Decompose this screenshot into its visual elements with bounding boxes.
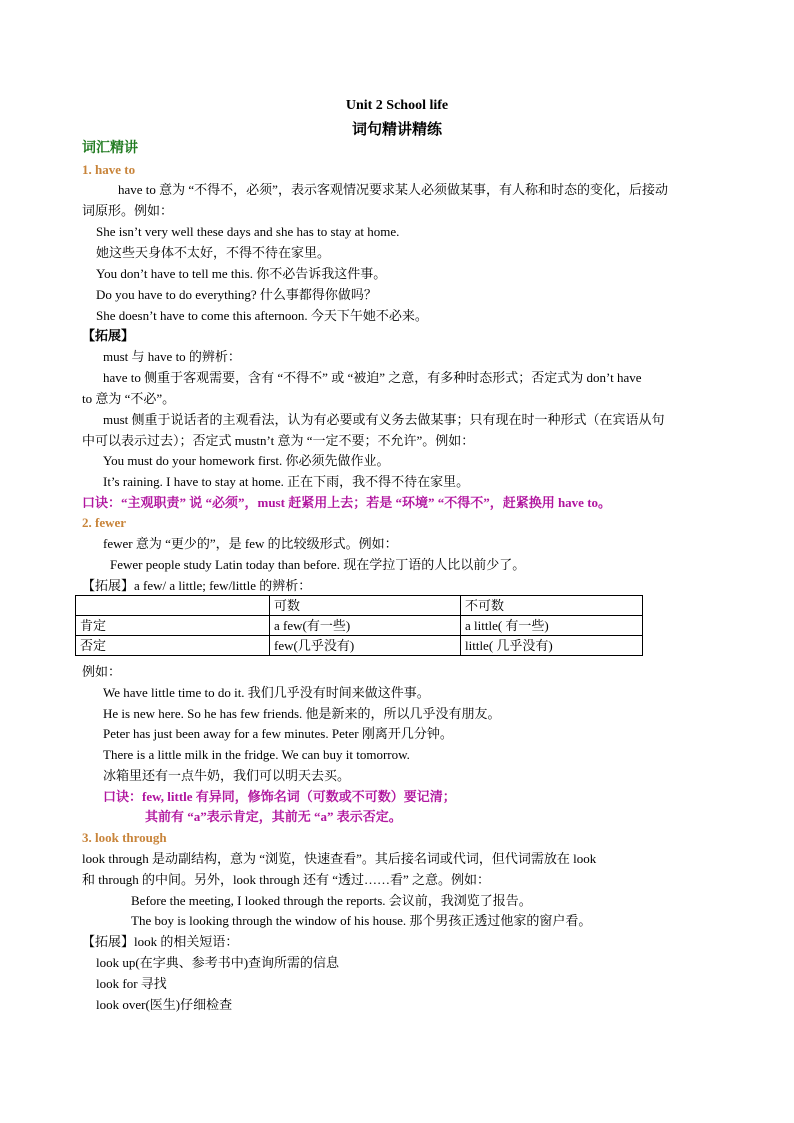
table-cell: few(几乎没有) [270,636,461,656]
example-sentence: You don’t have to tell me this. 你不必告诉我这件事。 [96,266,387,281]
example-sentence: We have little time to do it. 我们几乎没有时间来做这件事。 [103,685,430,700]
mnemonic-rhyme: 口诀：“主观职责” 说 “必须”，must 赶紧用上去；若是 “环境” “不得不”，赶紧换用 have to。 [82,495,612,510]
table-row [76,636,643,656]
table-cell: a little( 有一些) [461,616,643,636]
example-sentence: 她这些天身体不太好，不得不待在家里。 [96,245,331,260]
example-sentence: He is new here. So he has few friends. 他是新来的，所以几乎没有朋友。 [103,706,501,721]
example-sentence: 冰箱里还有一点牛奶，我们可以明天去买。 [103,768,351,783]
paragraph: 中可以表示过去）；否定式 mustn’t 意为 “一定不要；不允许”。例如： [82,433,475,448]
table-cell: little( 几乎没有) [461,636,643,656]
section-heading: 词汇精讲 [82,141,138,156]
table-cell: a few(有一些) [270,616,461,636]
phrase-item: look for 寻找 [96,976,167,991]
comparison-table [75,595,643,656]
example-sentence: Peter has just been away for a few minutes. Peter 刚离开几分钟。 [103,726,453,741]
table-cell: 肯定 [76,616,270,636]
expand-label: 【拓展】 [82,328,135,343]
paragraph: have to 侧重于客观需要，含有 “不得不” 或 “被迫” 之意，有多种时态形式；否定式为 don’t have [103,370,642,385]
mnemonic-rhyme: 其前有 “a”表示肯定，其前无 “a” 表示否定。 [145,809,402,824]
expand-label: 【拓展】a few/ a little; few/little 的辨析： [82,578,312,593]
table-header-row [76,596,643,616]
phrase-item: look up(在字典、参考书中)查询所需的信息 [96,955,340,970]
paragraph: must 侧重于说话者的主观看法，认为有必要或有义务去做某事；只有现在时一种形式（在宾语从句 [103,412,665,427]
table-cell: 否定 [76,636,270,656]
item-heading-look-through: 3. look through [82,830,167,845]
example-sentence: You must do your homework first. 你必须先做作业。 [103,453,390,468]
example-label: 例如： [82,664,122,679]
page-subtitle: 词句精讲精练 [351,122,442,138]
table-row [76,616,643,636]
paragraph: fewer 意为 “更少的”，是 few 的比较级形式。例如： [103,536,398,551]
example-sentence: There is a little milk in the fridge. We can buy it tomorrow. [103,747,410,762]
example-sentence: Fewer people study Latin today than before. 现在学拉丁语的人比以前少了。 [110,557,526,572]
page-title: Unit 2 School life [345,98,449,113]
table-cell: 不可数 [461,596,643,616]
paragraph: 和 through 的中间。另外，look through 还有 “透过……看” 之意。例如： [82,872,491,887]
example-sentence: The boy is looking through the window of his house. 那个男孩正透过他家的窗户看。 [131,913,592,928]
example-sentence: Before the meeting, I looked through the reports. 会议前，我浏览了报告。 [131,893,532,908]
item-heading-have-to: 1. have to [82,162,136,177]
phrase-item: look over(医生)仔细检查 [96,997,233,1012]
expand-label: 【拓展】look 的相关短语： [82,934,239,949]
table-cell [76,596,270,616]
paragraph: have to 意为 “不得不，必须”，表示客观情况要求某人必须做某事，有人称和时态的变化，后接动 [118,182,668,197]
paragraph: must 与 have to 的辨析： [103,349,241,364]
item-heading-fewer: 2. fewer [82,515,127,530]
paragraph: to 意为 “不必”。 [82,391,176,406]
example-sentence: She isn’t very well these days and she has to stay at home. [96,224,400,239]
paragraph: look through 是动副结构，意为 “浏览，快速查看”。其后接名词或代词，但代词需放在 look [82,851,597,866]
example-sentence: She doesn’t have to come this afternoon. 今天下午她不必来。 [96,308,428,323]
paragraph: 词原形。例如： [82,203,174,218]
mnemonic-rhyme: 口诀：few, little 有异同，修饰名词（可数或不可数）要记清； [103,789,456,804]
table-cell: 可数 [270,596,461,616]
example-sentence: Do you have to do everything? 什么事都得你做吗？ [96,287,377,302]
example-sentence: It’s raining. I have to stay at home. 正在下雨，我不得不待在家里。 [103,474,470,489]
